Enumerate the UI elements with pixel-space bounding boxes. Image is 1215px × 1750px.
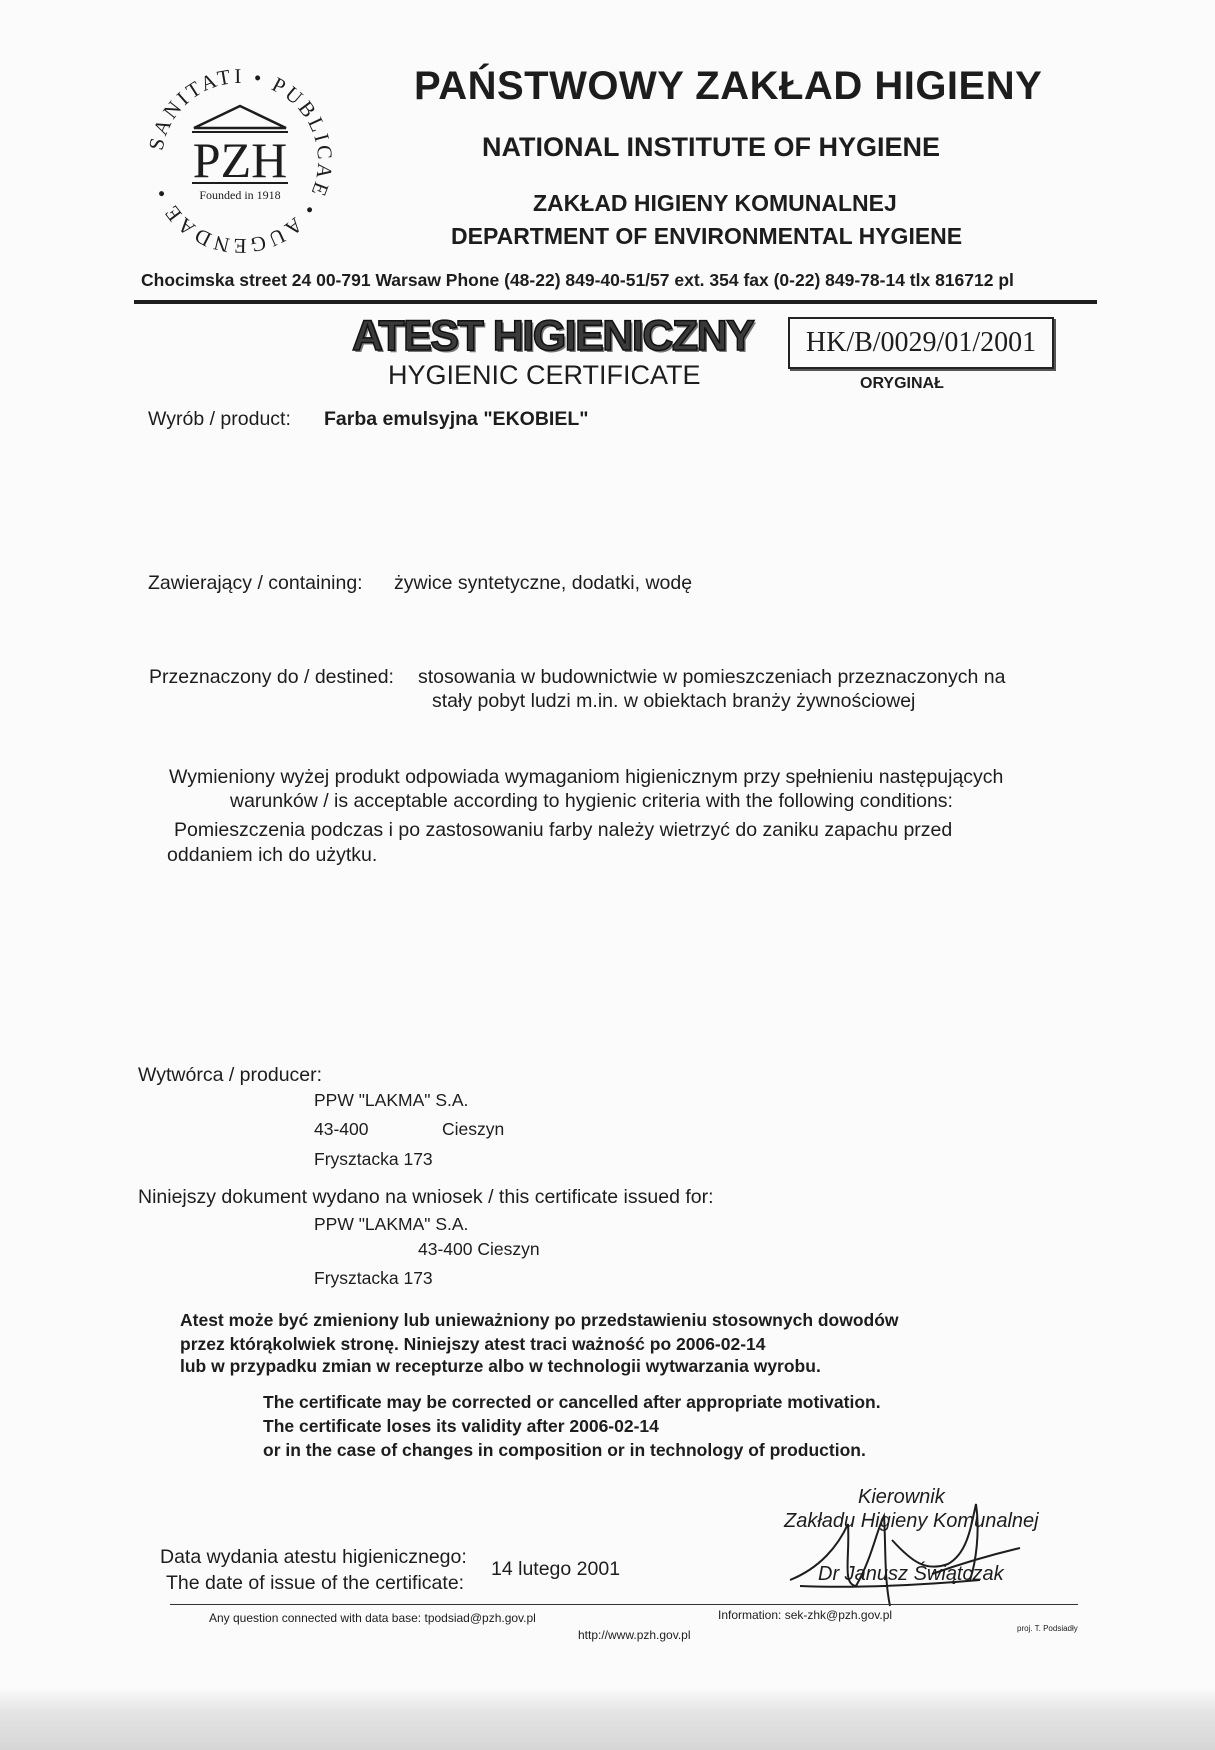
validity-en-line-3: or in the case of changes in composition or in technology of production. [263,1440,866,1460]
containing-value: żywice syntetyczne, dodatki, wodę [394,572,693,594]
institute-address: Chocimska street 24 00-791 Warsaw Phone (48-22) 849-40-51/57 ext. 354 fax (0-22) 849-78-14 tlx 816712 pl [141,270,1014,290]
certificate-number: HK/B/0029/01/2001 [788,317,1054,369]
issued-for-label: Niniejszy dokument wydano na wniosek / this certificate issued for: [138,1186,714,1208]
issue-date-label-pl: Data wydania atestu higienicznego: [160,1546,467,1568]
validity-pl-line-1: Atest może być zmieniony lub unieważniony po przedstawieniu stosownych dowodów [180,1310,899,1330]
destined-label: Przeznaczony do / destined: [149,666,394,688]
validity-en-line-2: The certificate loses its validity after 2006-02-14 [263,1416,659,1436]
conditions-line-4: oddaniem ich do użytku. [167,844,378,866]
producer-postcode: 43-400 [314,1119,369,1139]
containing-label: Zawierający / containing: [148,572,363,594]
svg-text:Founded in 1918: Founded in 1918 [199,188,281,202]
signature-title-2: Zakładu Higieny Komunalnej [784,1510,1039,1532]
footer-question-email: Any question connected with data base: tpodsiad@pzh.gov.pl [209,1611,536,1625]
destined-line-1: stosowania w budownictwie w pomieszczeniach przeznaczonych na [418,666,1006,688]
handwritten-signature [780,1488,1040,1608]
destined-line-2: stały pobyt ludzi m.in. w obiektach branży żywnościowej [432,690,916,712]
product-value: Farba emulsyjna "EKOBIEL" [324,408,589,430]
footer-website: http://www.pzh.gov.pl [578,1628,691,1642]
issued-for-street: Frysztacka 173 [314,1268,433,1288]
validity-en-line-1: The certificate may be corrected or cancelled after appropriate motivation. [263,1392,881,1412]
validity-pl-line-3: lub w przypadku zmian w recepturze albo w technologii wytwarzania wyrobu. [180,1356,821,1376]
conditions-line-1: Wymieniony wyżej produkt odpowiada wymaganiom higienicznym przy spełnieniu następujących [169,766,1004,788]
certificate-title-pl: ATEST HIGIENICZNY [352,312,754,360]
svg-text:SANITATI • PUBLICAE • AUGENDAE: SANITATI • PUBLICAE • AUGENDAE • [143,66,338,256]
footer-info-email: Information: sek-zhk@pzh.gov.pl [718,1608,893,1622]
department-title-pl: ZAKŁAD HIGIENY KOMUNALNEJ [533,190,897,216]
issue-date-label-en: The date of issue of the certificate: [166,1572,465,1594]
pzh-seal-logo [140,66,340,256]
footer-divider [170,1604,1078,1605]
footer-project-credit: proj. T. Podsiadły [1017,1624,1078,1633]
scan-edge [0,1688,1215,1750]
validity-pl-line-2: przez którąkolwiek stronę. Niniejszy atest traci ważność po 2006-02-14 [180,1334,766,1354]
conditions-line-2: warunków / is acceptable according to hygienic criteria with the following conditions: [230,790,953,812]
conditions-line-3: Pomieszczenia podczas i po zastosowaniu farby należy wietrzyć do zaniku zapachu przed [174,819,953,841]
institute-title-pl: PAŃSTWOWY ZAKŁAD HIGIENY [414,64,1043,108]
issued-for-name: PPW "LAKMA" S.A. [314,1214,469,1234]
producer-street: Frysztacka 173 [314,1149,433,1169]
producer-label: Wytwórca / producer: [138,1064,323,1086]
product-label: Wyrób / product: [148,408,291,430]
header-divider [134,300,1097,304]
issued-for-postcode-city: 43-400 Cieszyn [418,1239,540,1259]
producer-name: PPW "LAKMA" S.A. [314,1090,469,1110]
svg-text:PZH: PZH [192,132,288,188]
institute-title-en: NATIONAL INSTITUTE OF HYGIENE [482,132,941,162]
producer-city: Cieszyn [442,1119,505,1139]
certificate-title-en: HYGIENIC CERTIFICATE [388,360,701,390]
signature-title-1: Kierownik [858,1486,945,1508]
issue-date-value: 14 lutego 2001 [491,1558,621,1580]
signature-name: Dr Janusz Świątczak [818,1563,1004,1585]
original-mark: ORYGINAŁ [860,375,944,392]
department-title-en: DEPARTMENT OF ENVIRONMENTAL HYGIENE [451,223,963,249]
